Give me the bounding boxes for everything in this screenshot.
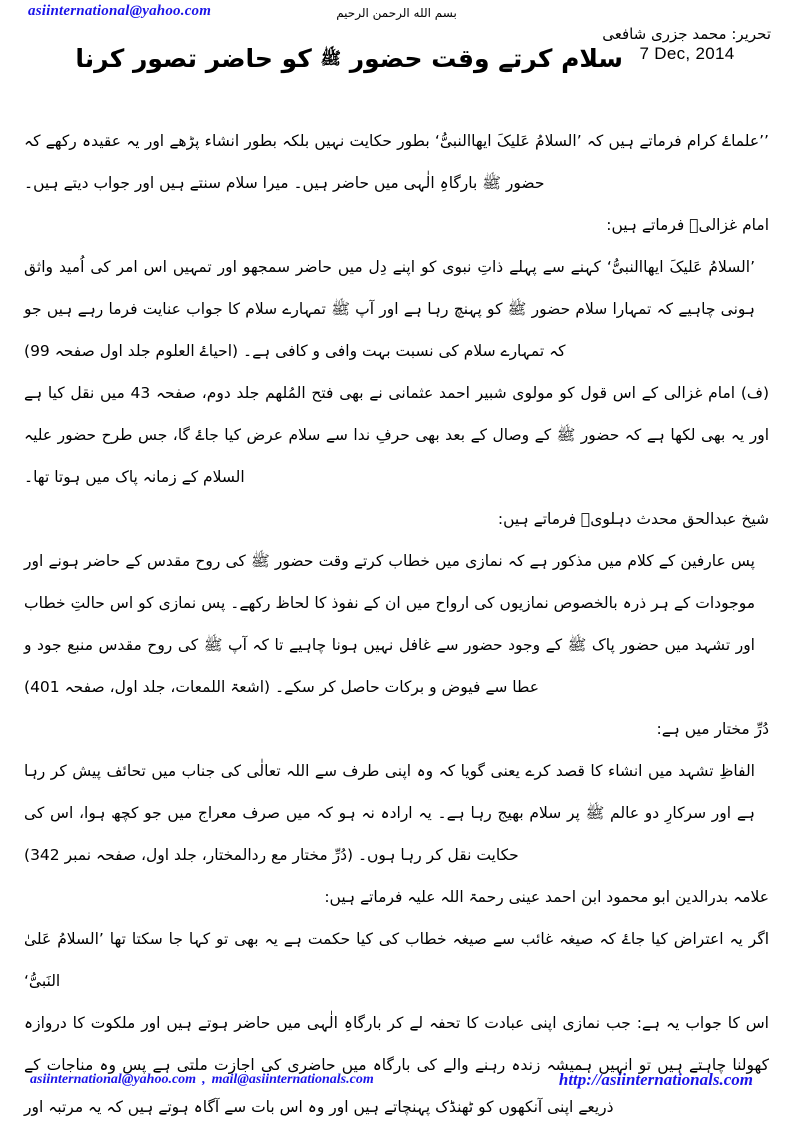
author-byline: تحریر: محمد جزری شافعی — [602, 25, 771, 43]
heading-imam-ghazali: امام غزالیؒ فرماتے ہیں: — [606, 216, 769, 234]
footer-separator: , — [202, 1072, 206, 1087]
page-title-part1: سلام کرتے وقت حضور — [349, 44, 623, 73]
author-date-block — [603, 26, 771, 64]
quote-allama-aini-answer: اس کا جواب یہ ہے: جب نمازی اپنی عبادت کا تحفہ لے کر بارگاہِ الٰہی میں حاضر ہوتے ہیں اور ملکوت کا دروازہ کھولنا چاہتے ہیں تو انہیں ہمیشہ زندہ رہنے والے کی بارگاہ میں حاضری کی اجازت ملتی ہے پس وہ مناجات کے ذریعے اپنی آنکھوں کو ٹھنڈک پہنچاتے ہیں اور وہ اس بات سے آگاہ ہوتے ہیں کہ یہ مرتبہ اور — [24, 1014, 769, 1116]
quote-allama-aini-objection: اگر یہ اعتراض کیا جاۓ کہ صیغہ غائب سے صیغہ خطاب کی کیا حکمت ہے یہ بھی تو کہا جا سکتا تھا ’السلامُ عَلیٰ النَبیُّ‘ — [24, 930, 769, 990]
footer-website-link[interactable]: http://asiinternationals.com — [558, 1070, 753, 1089]
paragraph-fatah-ul-mulhim: (ف) امام غزالی کے اس قول کو مولوی شبیر احمد عثمانی نے بھی فتح المُلھم جلد دوم، صفحہ 43 میں نقل کیا ہے اور یہ بھی لکھا ہے کہ حضور ﷺ کے وصال کے بعد بھی حرفِ ندا سے سلام عرض کیا جاۓ گا، جس طرح حضور علیہ السلام کے زمانہ پاک میں ہوتا تھا۔ — [24, 384, 769, 486]
heading-durr-e-mukhtar: دُرِّ مختار میں ہے: — [656, 720, 769, 738]
quote-durr-e-mukhtar: الفاظِ تشہد میں انشاء کا قصد کرے یعنی گویا کہ وہ اپنی طرف سے اللہ تعالٰی کی جناب میں تحائف پیش کر رہا ہے اور سرکارِ دو عالم ﷺ پر سلام بھیج رہا ہے۔ یہ ارادہ نہ ہو کہ میں صرف معراج میں جو کچھ ہوا، اس کی حکایت نقل کر رہا ہوں۔ (دُرِّ مختار مع ردالمختار، جلد اول، صفحہ نمبر 342) — [24, 762, 755, 864]
page-title-part2: کو حاضر تصور کرنا — [75, 44, 312, 73]
publish-date: 7 Dec, 2014 — [639, 44, 735, 64]
heading-shaykh-abdul-haq-dehlvi: شیخ عبدالحق محدث دہلویؒ فرماتے ہیں: — [497, 510, 769, 528]
footer-email-asii[interactable]: mail@asiinternationals.com — [211, 1072, 374, 1087]
document-header — [0, 0, 793, 118]
footer-email-yahoo[interactable]: asiinternational@yahoo.com — [30, 1072, 197, 1087]
sallallahu-alayhi-wasallam-icon: ﷺ — [320, 48, 342, 69]
bismillah-line: بسم الله الرحمن الرحيم — [336, 6, 457, 20]
document-footer — [0, 1072, 793, 1100]
quote-shaykh-abdul-haq-dehlvi: پس عارفین کے کلام میں مذکور ہے کہ نمازی میں خطاب کرتے وقت حضور ﷺ کی روح مقدس کے حاضر ہونے اور موجودات کے ہر ذرہ بالخصوص نمازیوں کی ارواح میں ان کے نفوذ کا لحاظ رکھے۔ پس نمازی کو اس حالتِ خطاب اور تشہد میں حضور پاک ﷺ کے وجود حضور سے غافل نہیں ہونا چاہیے تا کہ آپ ﷺ کی روح مقدس منبع جود و عطا سے فیوض و برکات حاصل کر سکے۔ (اشعۃ اللمعات، جلد اول، صفحہ 401) — [24, 552, 755, 696]
page-title — [75, 42, 623, 76]
paragraph-intro: ’’علماۓ کرام فرماتے ہیں کہ ’السلامُ عَلیکَ ایھاالنبیُّ‘ بطور حکایت نہیں بلکہ بطور انشاء پڑھے اور یہ عقیدہ رکھے کہ حضور ﷺ بارگاہِ الٰہی میں حاضر ہیں۔ میرا سلام سنتے ہیں اور جواب دیتے ہیں۔ — [24, 132, 769, 192]
footer-contact-group — [30, 1072, 374, 1088]
header-email-link[interactable]: asiinternational@yahoo.com — [28, 3, 212, 19]
heading-allama-badruddin-aini: علامہ بدرالدین ابو محمود ابن احمد عینی رحمۃ اللہ علیہ فرماتے ہیں: — [324, 888, 769, 906]
quote-imam-ghazali: ’السلامُ عَلیکَ ایھاالنبیُّ‘ کہنے سے پہلے ذاتِ نبوی کو اپنے دِل میں حاضر سمجھو اور تمہیں اس امر کی اُمید واثق ہونی چاہیے کہ تمہارا سلام حضور ﷺ کو پہنچ رہا ہے اور آپ ﷺ تمہارے سلام کا جواب عنایت فرما رہے ہیں جو کہ تمہارے سلام کی نسبت بہت وافی و کافی ہے۔ (احیاۓ العلوم جلد اول صفحہ 99) — [24, 258, 755, 360]
